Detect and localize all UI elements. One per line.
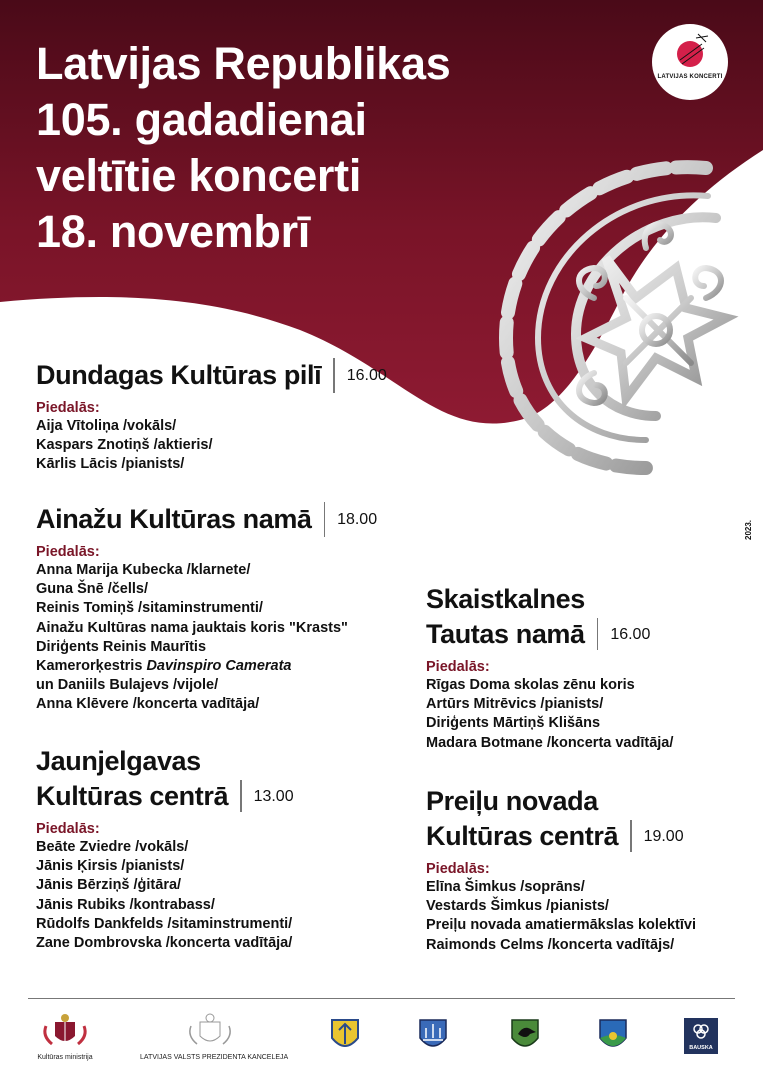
venue-name: Ainažu Kultūras namā [36,504,312,534]
list-item: Raimonds Celms /koncerta vadītājs/ [426,936,675,953]
participants-list [426,676,673,753]
list-item: Anna Klēvere /koncerta vadītāja/ [36,696,260,713]
venue-name: Preiļu novada Kultūras centrā [426,786,619,851]
venue-jaunjelgava [36,744,294,953]
participants-label: Piedalās: [426,861,490,877]
dundaga-crest-icon [330,1018,360,1054]
ministry-logo [30,1012,100,1061]
venue-header [426,582,673,652]
latvijas-koncerti-logo [652,24,728,100]
preili-crest-icon [598,1018,628,1054]
list-item: Vestards Šimkus /pianists/ [426,898,609,915]
venue-ainazi [36,502,377,715]
chancery-logo [140,1012,289,1061]
divider [240,780,242,812]
list-item: Reinis Tomiņš /sitaminstrumenti/ [36,600,263,617]
ensemble-name: Davinspiro Camerata [146,658,292,675]
list-item: Elīna Šimkus /soprāns/ [426,879,585,895]
divider [324,502,326,537]
venue-header [426,784,696,854]
venue-name: Dundagas Kultūras pilī [36,360,322,390]
list-item: Jānis Rubiks /kontrabass/ [36,896,215,913]
coat-of-arms-outline-icon [185,1012,235,1052]
list-item: Beāte Zviedre /vokāls/ [36,839,189,855]
year-label: 2023. [744,519,753,540]
list-item: Kārlis Lācis /pianists/ [36,456,185,473]
list-item: Diriģents Mārtiņš Klišāns [426,715,601,732]
venue-header [36,502,377,537]
divider [597,618,599,650]
list-item: Jānis Ķirsis /pianists/ [36,858,185,875]
ainazi-crest-icon [418,1018,448,1054]
list-item: Preiļu novada amatiermākslas kolektīvi [426,917,696,934]
participants-label: Piedalās: [36,821,100,837]
page-title [36,36,450,260]
venue-name: Jaunjelgavas Kultūras centrā [36,746,229,811]
chancery-name: LATVIJAS VALSTS PREZIDENTA KANCELEJA [140,1054,289,1061]
venue-time: 19.00 [643,828,684,845]
venue-time: 13.00 [253,788,294,805]
participants-list [36,417,387,475]
list-item: Diriģents Reinis Maurītis [36,638,207,655]
venue-time: 18.00 [337,510,378,528]
ministry-name: Kultūras ministrija [37,1054,93,1061]
title-line: Latvijas Republikas [36,38,451,89]
list-item: Kaspars Znotiņš /aktieris/ [36,437,213,454]
coat-of-arms-icon [40,1012,90,1052]
list-item: Ainažu Kultūras nama jauktais koris "Krasts" [36,619,348,636]
participants-label: Piedalās: [426,659,490,675]
divider [630,820,632,852]
divider [333,358,335,393]
bauska-logo [684,1018,718,1054]
venue-dundaga [36,358,387,475]
bauska-name: BAUSKA [689,1045,713,1051]
venue-preili [426,784,696,955]
list-item: Artūrs Mitrēvics /pianists/ [426,696,604,713]
yarn-ball-icon [652,24,728,74]
participants-label: Piedalās: [36,400,100,416]
venue-header [36,744,294,814]
list-item: Aija Vītoliņa /vokāls/ [36,418,177,434]
list-item: Rūdolfs Dankfelds /sitaminstrumenti/ [36,915,293,932]
participants-list [36,561,377,715]
participants-list [426,878,696,955]
jaunjelgava-crest-icon [510,1018,540,1054]
list-item: Kamerorķestris Davinspiro Camerata [36,658,292,675]
venue-header [36,358,387,393]
list-item: Rīgas Doma skolas zēnu koris [426,677,635,693]
bauska-emblem-icon [691,1022,711,1040]
participants-label: Piedalās: [36,544,100,560]
list-item: Zane Dombrovska /koncerta vadītāja/ [36,935,293,952]
list-item: Anna Marija Kubecka /klarnete/ [36,562,251,578]
list-item: un Daniils Bulajevs /vijole/ [36,677,219,694]
logo-text: LATVIJAS KONCERTI [657,74,723,80]
venue-name: Skaistkalnes Tautas namā [426,584,585,649]
list-item: Madara Botmane /koncerta vadītāja/ [426,734,674,751]
list-item: Jānis Bērziņš /ģitāra/ [36,877,182,894]
participants-list [36,838,294,953]
title-line: veltītie koncerti [36,150,362,201]
folk-ornament [476,148,763,488]
venue-skaistkalne [426,582,673,753]
venue-time: 16.00 [610,626,651,643]
title-line: 18. novembrī [36,206,311,257]
list-item: Guna Šnē /čells/ [36,581,149,598]
venue-time: 16.00 [346,366,387,384]
title-line: 105. gadadienai [36,94,367,145]
footer-divider [28,998,735,999]
